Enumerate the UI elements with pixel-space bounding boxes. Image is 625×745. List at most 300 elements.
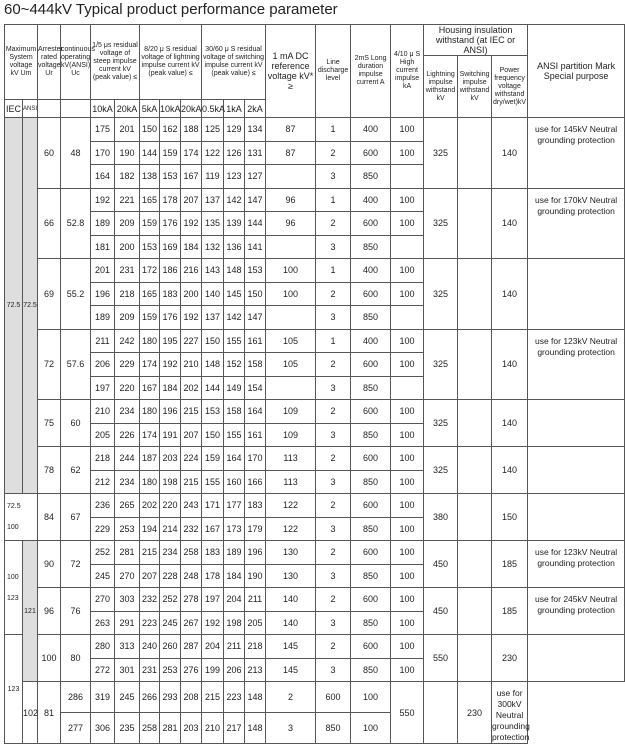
value-cell-st10: 206 (91, 353, 115, 377)
rated-voltage-cell: 78 (38, 447, 61, 494)
value-cell-l20: 188 (181, 118, 202, 142)
value-cell-s2: 211 (245, 588, 266, 612)
value-cell-line: 2 (316, 141, 351, 165)
system-voltage-cell (5, 494, 38, 541)
value-cell-s2: 205 (245, 611, 266, 635)
value-cell-dc: 140 (266, 611, 316, 635)
value-cell-high: 100 (391, 282, 424, 306)
value-cell-dc: 148 (245, 713, 266, 744)
value-cell-dc: 113 (266, 470, 316, 494)
continuous-voltage-cell: 80 (61, 635, 91, 682)
value-cell-high: 100 (391, 447, 424, 471)
table-row (5, 494, 625, 518)
steep-impulse-header: 1/5 μs residual voltage of steep impulse current kV (peak value) ≤ (91, 25, 140, 100)
value-cell-s05: 137 (202, 306, 224, 330)
value-cell-long: 600 (351, 635, 391, 659)
value-cell-long: 600 (351, 494, 391, 518)
value-cell-s05: 150 (202, 423, 224, 447)
value-cell-line: 2 (316, 447, 351, 471)
value-cell-l5: 165 (140, 188, 160, 212)
value-cell-dc: 109 (266, 423, 316, 447)
value-cell-l5: 172 (140, 259, 160, 283)
lightning-impulse-header: 8/20 μ S residual voltage of lightning impulse current kV (peak value) ≤ (140, 25, 202, 100)
value-cell-s05: 150 (202, 329, 224, 353)
switching-withstand-cell (458, 400, 492, 447)
system-voltage-value: 123 (7, 594, 19, 602)
switching-withstand-cell (458, 494, 492, 541)
value-cell-long: 600 (351, 141, 391, 165)
value-cell-s05: 143 (202, 259, 224, 283)
value-cell-l5: 232 (140, 588, 160, 612)
value-cell-s1: 173 (224, 517, 245, 541)
value-cell-dc: 105 (266, 353, 316, 377)
value-cell-long: 400 (351, 329, 391, 353)
value-cell-high: 100 (391, 212, 424, 236)
value-cell-st20: 234 (115, 470, 140, 494)
value-cell-line: 3 (316, 306, 351, 330)
dc-reference-header: 1 mA DC reference voltage kV* ≥ (266, 25, 316, 118)
value-cell-line: 3 (316, 423, 351, 447)
lightning-withstand-cell: 550 (424, 635, 458, 682)
value-cell-s05: 167 (202, 517, 224, 541)
ansi-header: ANSI (23, 100, 38, 118)
continuous-voltage-cell: 60 (61, 400, 91, 447)
sub-header: 20kA (115, 100, 140, 118)
value-cell-line: 1 (316, 329, 351, 353)
value-cell-s05: 208 (181, 682, 202, 713)
value-cell-l10: 176 (160, 306, 181, 330)
ansi-purpose-cell: use for 123kV Neutral grounding protection (528, 541, 625, 588)
value-cell-long: 850 (351, 306, 391, 330)
value-cell-l20: 267 (181, 611, 202, 635)
value-cell-s05: 178 (202, 564, 224, 588)
value-cell-high: 100 (391, 353, 424, 377)
lightning-withstand-cell: 325 (424, 188, 458, 259)
value-cell-s1: 198 (224, 611, 245, 635)
value-cell-st20: 221 (115, 188, 140, 212)
value-cell-s1: 158 (224, 400, 245, 424)
value-cell-l10: 266 (140, 682, 160, 713)
value-cell-st10: 218 (91, 447, 115, 471)
value-cell-long: 850 (316, 713, 351, 744)
value-cell-l5: 153 (140, 235, 160, 259)
value-cell-st10: 210 (91, 400, 115, 424)
value-cell-l5: 240 (140, 635, 160, 659)
power-frequency-cell: 140 (492, 118, 528, 189)
value-cell-st20: 265 (115, 494, 140, 518)
value-cell-st20: 209 (115, 306, 140, 330)
ansi-purpose-cell (528, 400, 625, 447)
value-cell-long: 850 (351, 658, 391, 682)
continuous-voltage-cell: 67 (61, 494, 91, 541)
switching-withstand-header: Switching impulse withstand kV (458, 56, 492, 118)
value-cell-l5: 167 (140, 376, 160, 400)
ansi-purpose-cell (528, 259, 625, 330)
value-cell-line: 3 (316, 611, 351, 635)
system-voltage-value: 72.5 (6, 302, 21, 309)
value-cell-dc: 122 (266, 494, 316, 518)
value-cell-dc: 130 (266, 564, 316, 588)
value-cell-line: 2 (316, 494, 351, 518)
value-cell-l5: 180 (140, 329, 160, 353)
value-cell-high: 100 (391, 635, 424, 659)
continuous-voltage-cell: 62 (61, 447, 91, 494)
value-cell-long: 600 (351, 541, 391, 565)
value-cell-st10: 280 (91, 635, 115, 659)
value-cell-s1: 129 (224, 118, 245, 142)
value-cell-st10: 286 (61, 682, 91, 713)
value-cell-s1: 142 (224, 306, 245, 330)
value-cell-l10: 234 (160, 541, 181, 565)
value-cell-s2: 131 (245, 141, 266, 165)
value-cell-s2: 158 (245, 353, 266, 377)
power-frequency-cell: 140 (492, 259, 528, 330)
value-cell-st20: 229 (115, 353, 140, 377)
page-title: 60~444kV Typical product performance parameter (4, 1, 338, 18)
value-cell-s2: 141 (245, 235, 266, 259)
value-cell-long: 600 (351, 400, 391, 424)
value-cell-l5: 231 (140, 658, 160, 682)
value-cell-s2: 223 (224, 682, 245, 713)
value-cell-s2: 170 (245, 447, 266, 471)
value-cell-st20: 231 (115, 259, 140, 283)
value-cell-l10: 258 (140, 713, 160, 744)
value-cell-l20: 207 (181, 423, 202, 447)
value-cell-l10: 184 (160, 376, 181, 400)
value-cell-s1: 123 (224, 165, 245, 189)
value-cell-s2: 127 (245, 165, 266, 189)
value-cell-high: 100 (351, 713, 391, 744)
value-cell-l20: 232 (181, 517, 202, 541)
value-cell-line: 2 (316, 282, 351, 306)
value-cell-s2: 150 (245, 282, 266, 306)
power-frequency-cell: 140 (492, 329, 528, 400)
value-cell-long: 850 (351, 564, 391, 588)
value-cell-s05: 199 (202, 658, 224, 682)
performance-table (4, 24, 625, 744)
power-frequency-cell: 150 (492, 494, 528, 541)
value-cell-l20: 276 (181, 658, 202, 682)
value-cell-s05: 159 (202, 447, 224, 471)
value-cell-st10: 212 (91, 470, 115, 494)
value-cell-high: 100 (391, 658, 424, 682)
value-cell-long: 600 (351, 588, 391, 612)
value-cell-long: 850 (351, 235, 391, 259)
value-cell-dc: 100 (266, 259, 316, 283)
value-cell-high: 100 (391, 423, 424, 447)
value-cell-high: 100 (391, 611, 424, 635)
value-cell-high: 100 (391, 517, 424, 541)
value-cell-s1: 148 (224, 259, 245, 283)
value-cell-dc (266, 235, 316, 259)
ansi-purpose-cell: use for 170kV Neutral grounding protection (528, 188, 625, 259)
ansi-purpose-cell: use for 123kV Neutral grounding protection (528, 329, 625, 400)
table-row (5, 541, 625, 565)
lightning-withstand-cell: 325 (424, 118, 458, 189)
value-cell-l10: 253 (160, 658, 181, 682)
system-voltage-value: 121 (24, 607, 36, 615)
system-voltage-value: 72.5 (23, 302, 37, 309)
value-cell-st10: 201 (91, 259, 115, 283)
table-body (5, 118, 625, 744)
value-cell-st10: 272 (91, 658, 115, 682)
table-row (5, 400, 625, 424)
value-cell-st20: 220 (115, 376, 140, 400)
value-cell-s1: 126 (224, 141, 245, 165)
table-row (5, 713, 625, 744)
value-cell-dc (266, 376, 316, 400)
value-cell-l5: 159 (140, 306, 160, 330)
value-cell-line: 3 (316, 470, 351, 494)
power-frequency-cell: 140 (492, 188, 528, 259)
table-row (5, 447, 625, 471)
value-cell-dc: 130 (266, 541, 316, 565)
value-cell-line: 2 (316, 353, 351, 377)
value-cell-l20: 287 (181, 635, 202, 659)
power-frequency-cell: 185 (492, 541, 528, 588)
ansi-purpose-cell: use for 300kV Neutral grounding protection (492, 682, 528, 744)
value-cell-l20: 202 (181, 376, 202, 400)
value-cell-l5: 174 (140, 423, 160, 447)
value-cell-s2: 161 (245, 329, 266, 353)
value-cell-long: 400 (351, 118, 391, 142)
value-cell-l5: 174 (140, 353, 160, 377)
value-cell-high: 100 (391, 141, 424, 165)
value-cell-line: 3 (316, 376, 351, 400)
value-cell-high (391, 165, 424, 189)
rated-voltage-cell: 90 (38, 541, 61, 588)
value-cell-st20: 291 (115, 611, 140, 635)
ansi-purpose-cell (528, 447, 625, 494)
value-cell-high (391, 376, 424, 400)
rated-voltage-cell: 84 (38, 494, 61, 541)
value-cell-s1: 152 (224, 353, 245, 377)
value-cell-l20: 192 (181, 212, 202, 236)
value-cell-s05: 119 (202, 165, 224, 189)
value-cell-high: 100 (391, 494, 424, 518)
value-cell-l20: 210 (181, 353, 202, 377)
switching-withstand-cell (458, 541, 492, 588)
value-cell-long: 850 (351, 611, 391, 635)
value-cell-high: 100 (391, 470, 424, 494)
power-frequency-cell: 230 (458, 682, 492, 744)
value-cell-dc: 105 (266, 329, 316, 353)
line-discharge-header: Line discharge level (316, 25, 351, 118)
high-current-header: 4/10 μ S High current impulse kA (391, 25, 424, 118)
continuous-voltage-cell: 52.8 (61, 188, 91, 259)
value-cell-l20: 167 (181, 165, 202, 189)
system-voltage-value: 100 (7, 573, 19, 581)
table-row (5, 188, 625, 212)
value-cell-l20: 184 (181, 235, 202, 259)
value-cell-line: 3 (316, 165, 351, 189)
lightning-withstand-cell: 325 (424, 329, 458, 400)
value-cell-dc: 100 (266, 282, 316, 306)
continuous-voltage-cell: 81 (38, 682, 61, 744)
value-cell-long: 850 (351, 165, 391, 189)
value-cell-long: 600 (351, 353, 391, 377)
continuous-voltage-cell: 57.6 (61, 329, 91, 400)
value-cell-s05: 125 (202, 118, 224, 142)
value-cell-s2: 166 (245, 470, 266, 494)
value-cell-l20: 192 (181, 306, 202, 330)
continuous-voltage-cell: 76 (61, 588, 91, 635)
value-cell-long: 400 (351, 188, 391, 212)
value-cell-dc: 145 (266, 658, 316, 682)
value-cell-l20: 258 (181, 541, 202, 565)
switching-withstand-cell (458, 259, 492, 330)
switching-withstand-cell (424, 682, 458, 744)
value-cell-dc: 140 (266, 588, 316, 612)
value-cell-l10: 169 (160, 235, 181, 259)
lightning-withstand-cell: 380 (424, 494, 458, 541)
switching-withstand-cell (458, 447, 492, 494)
value-cell-st20: 242 (115, 329, 140, 353)
value-cell-s2: 179 (245, 517, 266, 541)
value-cell-dc: 96 (266, 212, 316, 236)
value-cell-l10: 178 (160, 188, 181, 212)
value-cell-long: 850 (351, 376, 391, 400)
switching-impulse-header: 30/60 μ S residual voltage of switching impulse current kV (peak value) ≤ (202, 25, 266, 100)
value-cell-high (391, 306, 424, 330)
value-cell-st20: 306 (91, 713, 115, 744)
arrester-rated-header: Arrester rated voltage Ur (38, 25, 61, 100)
value-cell-s2: 147 (245, 306, 266, 330)
lightning-withstand-cell: 325 (424, 259, 458, 330)
value-cell-l10: 220 (160, 494, 181, 518)
value-cell-s05: 148 (202, 353, 224, 377)
system-voltage-cell (23, 118, 38, 494)
value-cell-s2: 153 (245, 259, 266, 283)
value-cell-high: 100 (391, 541, 424, 565)
value-cell-st20: 234 (115, 400, 140, 424)
value-cell-s1: 184 (224, 564, 245, 588)
rated-voltage-cell: 69 (38, 259, 61, 330)
lightning-withstand-cell: 450 (424, 588, 458, 635)
value-cell-l5: 150 (140, 118, 160, 142)
value-cell-l10: 196 (160, 400, 181, 424)
continuous-voltage-cell: 55.2 (61, 259, 91, 330)
value-cell-long: 400 (351, 259, 391, 283)
value-cell-l10: 195 (160, 329, 181, 353)
value-cell-s1: 155 (224, 329, 245, 353)
value-cell-st10: 189 (91, 306, 115, 330)
value-cell-l5: 223 (140, 611, 160, 635)
value-cell-line: 3 (316, 564, 351, 588)
value-cell-high (391, 235, 424, 259)
value-cell-s1: 155 (224, 423, 245, 447)
value-cell-l5: 165 (140, 282, 160, 306)
value-cell-long: 600 (351, 447, 391, 471)
value-cell-st10: 189 (91, 212, 115, 236)
value-cell-line: 2 (316, 635, 351, 659)
value-cell-l10: 176 (160, 212, 181, 236)
max-system-voltage-header: Maximum System voltage kV Um (5, 25, 38, 100)
value-cell-st10: 270 (91, 588, 115, 612)
continuous-voltage-cell: 72 (61, 541, 91, 588)
value-cell-s2: 217 (224, 713, 245, 744)
value-cell-dc: 145 (266, 635, 316, 659)
ansi-purpose-cell (528, 635, 625, 682)
ansi-partition-header: ANSI partition Mark Special purpose (528, 25, 625, 118)
system-voltage-cell (5, 635, 23, 744)
value-cell-s05: 203 (181, 713, 202, 744)
value-cell-st20: 303 (115, 588, 140, 612)
value-cell-s2: 190 (245, 564, 266, 588)
value-cell-dc: 148 (245, 682, 266, 713)
table-row (5, 329, 625, 353)
value-cell-l20: 215 (181, 470, 202, 494)
value-cell-st10: 164 (91, 165, 115, 189)
value-cell-line: 1 (316, 259, 351, 283)
value-cell-st10: 211 (91, 329, 115, 353)
value-cell-l10: 159 (160, 141, 181, 165)
value-cell-high: 100 (391, 259, 424, 283)
system-voltage-cell (5, 118, 23, 494)
table-row (5, 635, 625, 659)
sub-header: 1kA (224, 100, 245, 118)
value-cell-s1: 145 (224, 282, 245, 306)
value-cell-dc (266, 165, 316, 189)
sub-header: 2kA (245, 100, 266, 118)
value-cell-st20: 281 (115, 541, 140, 565)
value-cell-dc: 109 (266, 400, 316, 424)
value-cell-s1: 149 (224, 376, 245, 400)
value-cell-s2: 218 (245, 635, 266, 659)
value-cell-l10: 260 (160, 635, 181, 659)
value-cell-st20: 190 (115, 141, 140, 165)
value-cell-l20: 278 (181, 588, 202, 612)
continuous-operating-header: continuous operating kV(ANSI) Uc (61, 25, 91, 100)
value-cell-line: 3 (266, 713, 316, 744)
value-cell-l20: 227 (181, 329, 202, 353)
value-cell-long: 600 (351, 282, 391, 306)
value-cell-s05: 132 (202, 235, 224, 259)
value-cell-st10: 245 (91, 564, 115, 588)
value-cell-st10: 196 (91, 282, 115, 306)
value-cell-s1: 164 (224, 447, 245, 471)
value-cell-l10: 214 (160, 517, 181, 541)
value-cell-long: 600 (316, 682, 351, 713)
rated-voltage-cell: 96 (38, 588, 61, 635)
sub-header: 20kA (181, 100, 202, 118)
value-cell-high: 100 (391, 400, 424, 424)
value-cell-high: 100 (391, 329, 424, 353)
value-cell-s2: 183 (245, 494, 266, 518)
value-cell-st20: 226 (115, 423, 140, 447)
value-cell-l5: 180 (140, 400, 160, 424)
value-cell-high: 100 (351, 682, 391, 713)
value-cell-l20: 293 (160, 682, 181, 713)
value-cell-s05: 155 (202, 470, 224, 494)
value-cell-st10: 170 (91, 141, 115, 165)
value-cell-s2: 144 (245, 212, 266, 236)
value-cell-st10: 197 (91, 376, 115, 400)
value-cell-st20: 319 (91, 682, 115, 713)
switching-withstand-cell (458, 118, 492, 189)
value-cell-s1: 160 (224, 470, 245, 494)
switching-withstand-cell (458, 635, 492, 682)
value-cell-l10: 252 (160, 588, 181, 612)
value-cell-st20: 218 (115, 282, 140, 306)
value-cell-s2: 164 (245, 400, 266, 424)
ansi-purpose-cell: use for 145kV Neutral grounding protection (528, 118, 625, 189)
value-cell-s2: 161 (245, 423, 266, 447)
value-cell-st10: 263 (91, 611, 115, 635)
value-cell-l10: 191 (160, 423, 181, 447)
sub-header: 10kA (91, 100, 115, 118)
value-cell-s2: 147 (245, 188, 266, 212)
